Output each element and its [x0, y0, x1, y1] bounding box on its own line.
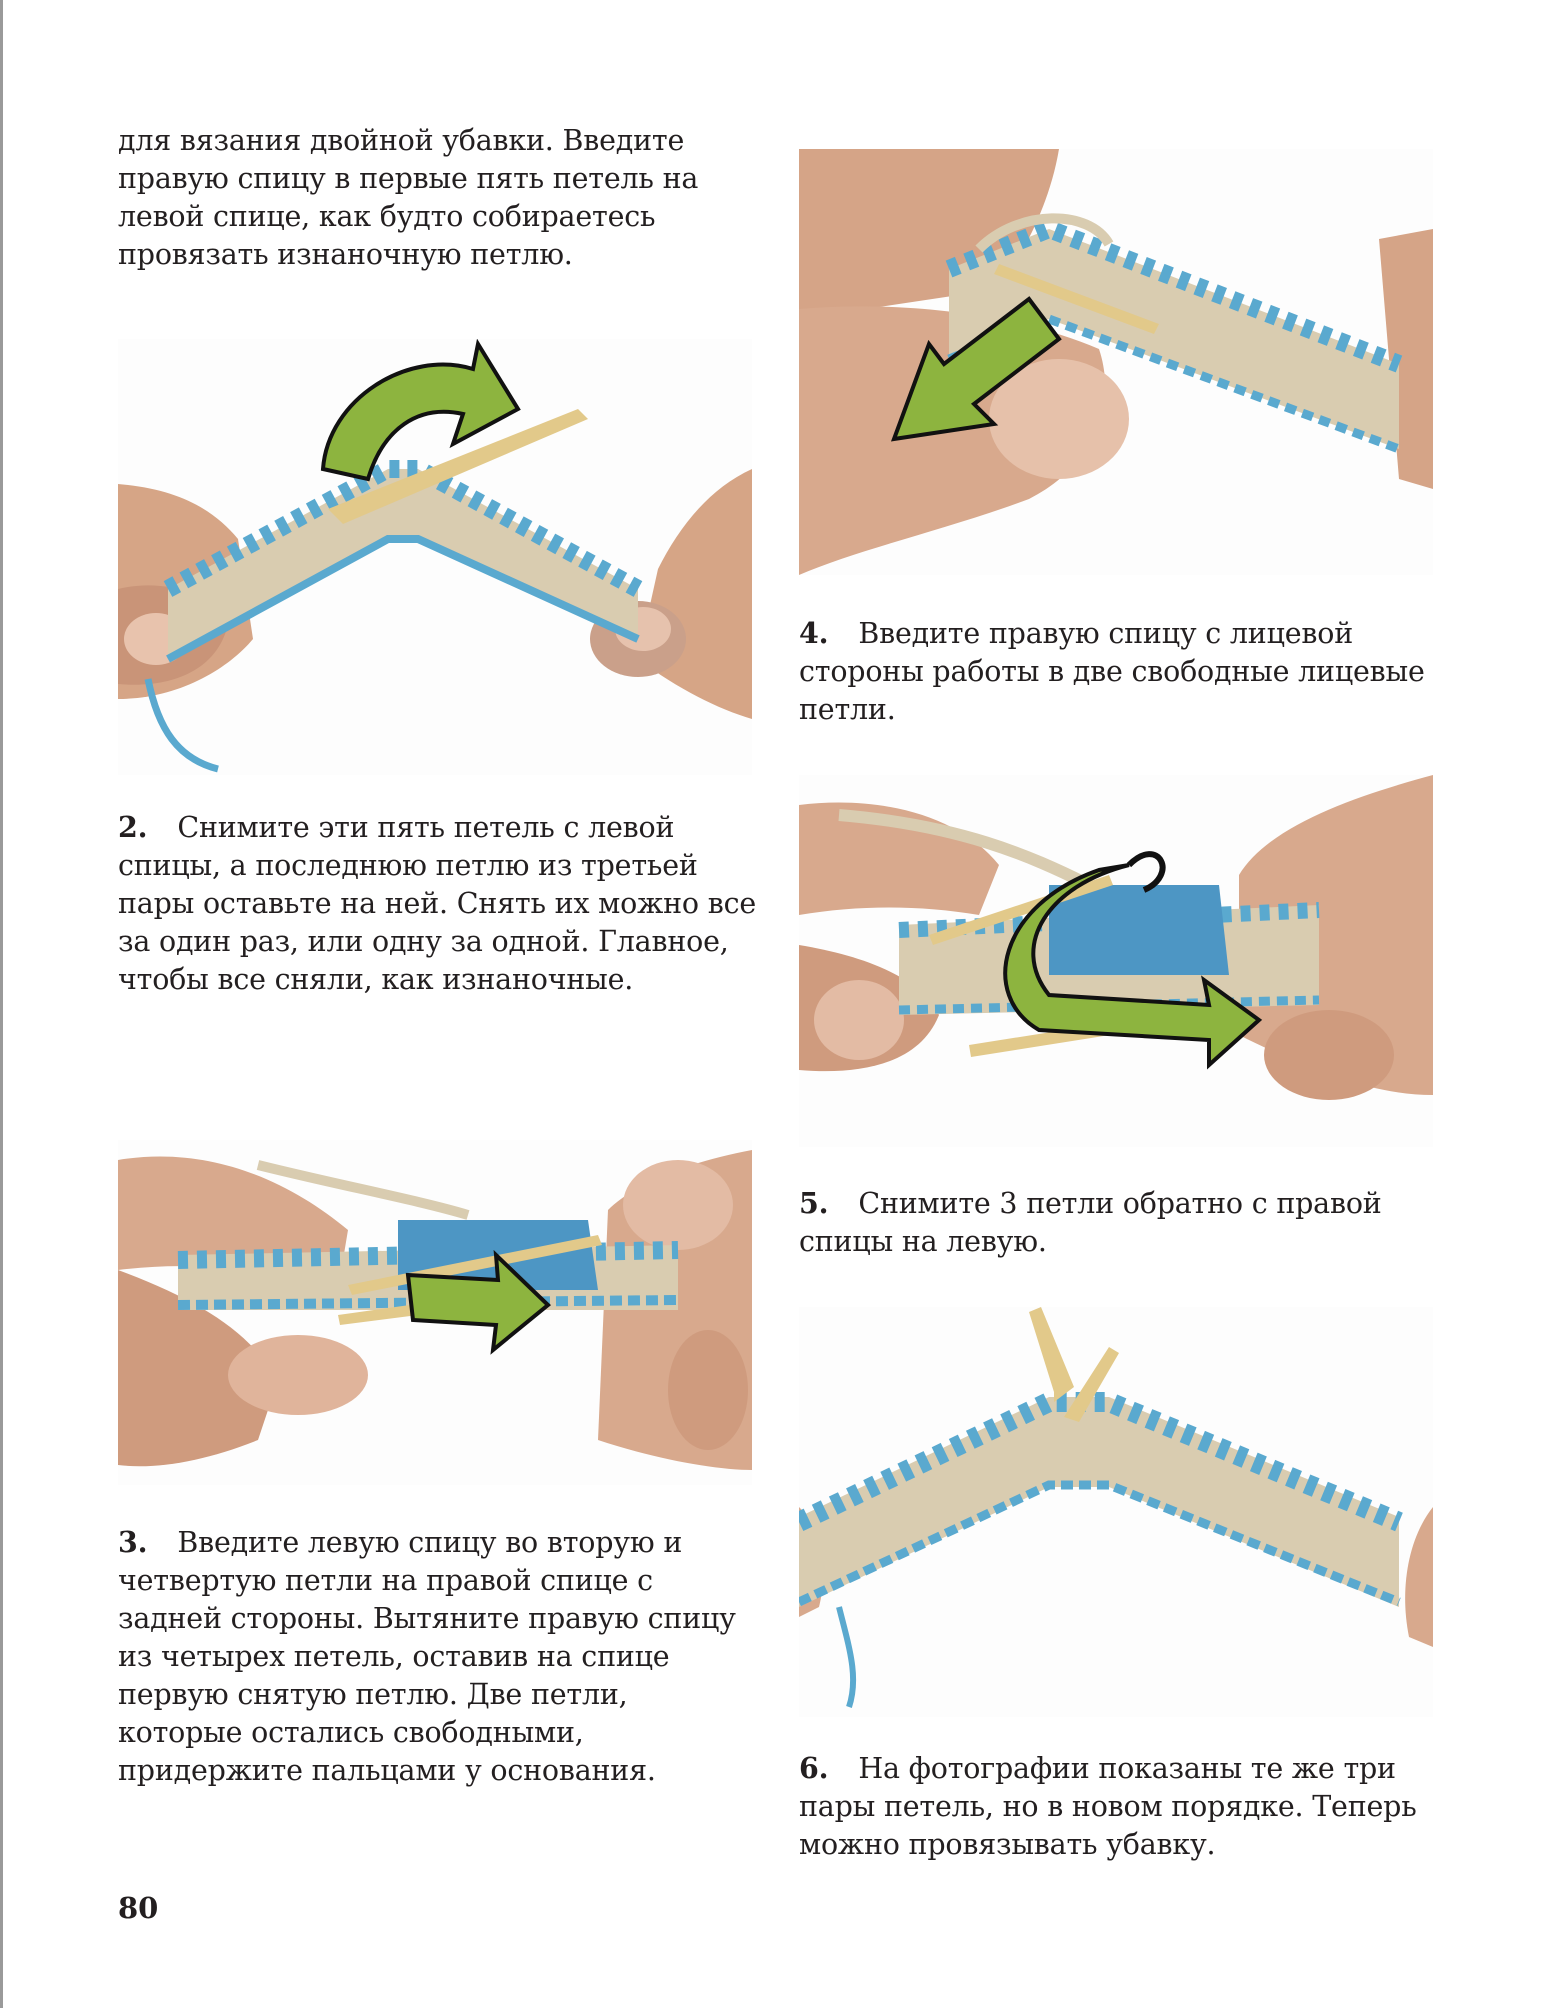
knitting-photo-1	[118, 339, 752, 775]
step-2-number: 2.	[118, 810, 148, 844]
step-6-text: На фотографии показаны те же три пары петель, но в новом порядке. Теперь можно провязывать убавку.	[799, 1752, 1417, 1861]
step-6-number: 6.	[799, 1751, 829, 1785]
step-5-number: 5.	[799, 1186, 829, 1220]
step-3-text: Введите левую спицу во вторую и четвертую петли на правой спице с задней стороны. Вытяните правую спицу из четырех петель, оставив на спице первую снятую петлю. Две петли, которые остались свободными, придержите пальцами у основания.	[118, 1526, 736, 1787]
step-5-text: Снимите 3 петли обратно с правой спицы на левую.	[799, 1187, 1382, 1258]
step-4-number: 4.	[799, 616, 829, 650]
knitting-photo-3	[118, 1140, 752, 1485]
photo-step-5	[799, 775, 1433, 1147]
step-3-paragraph	[118, 1523, 758, 1790]
knitting-photo-6	[799, 1307, 1433, 1717]
photo-step-6	[799, 1307, 1433, 1717]
page-edge	[0, 0, 3, 2008]
step-4-text: Введите правую спицу с лицевой стороны работы в две свободные лицевые петли.	[799, 617, 1425, 726]
step-3-number: 3.	[118, 1525, 148, 1559]
photo-step-3	[118, 1140, 752, 1485]
step-2-paragraph	[118, 808, 758, 999]
knitting-photo-4	[799, 149, 1433, 575]
page-number: 80	[118, 1891, 159, 1925]
step-2-text: Снимите эти пять петель с левой спицы, а последнюю петлю из третьей пары оставьте на ней. Снять их можно все за один раз, или одну за одной. Главное, чтобы все сняли, как изнаночные.	[118, 811, 757, 996]
step-4-paragraph	[799, 614, 1439, 729]
photo-step-1	[118, 339, 752, 775]
step-5-paragraph	[799, 1184, 1439, 1261]
photo-step-4	[799, 149, 1433, 575]
knitting-photo-5	[799, 775, 1433, 1147]
intro-paragraph: для вязания двойной убавки. Введите правую спицу в первые пять петель на левой спице, как будто собираетесь провязать изнаночную петлю.	[118, 124, 699, 271]
step-6-paragraph	[799, 1749, 1439, 1864]
